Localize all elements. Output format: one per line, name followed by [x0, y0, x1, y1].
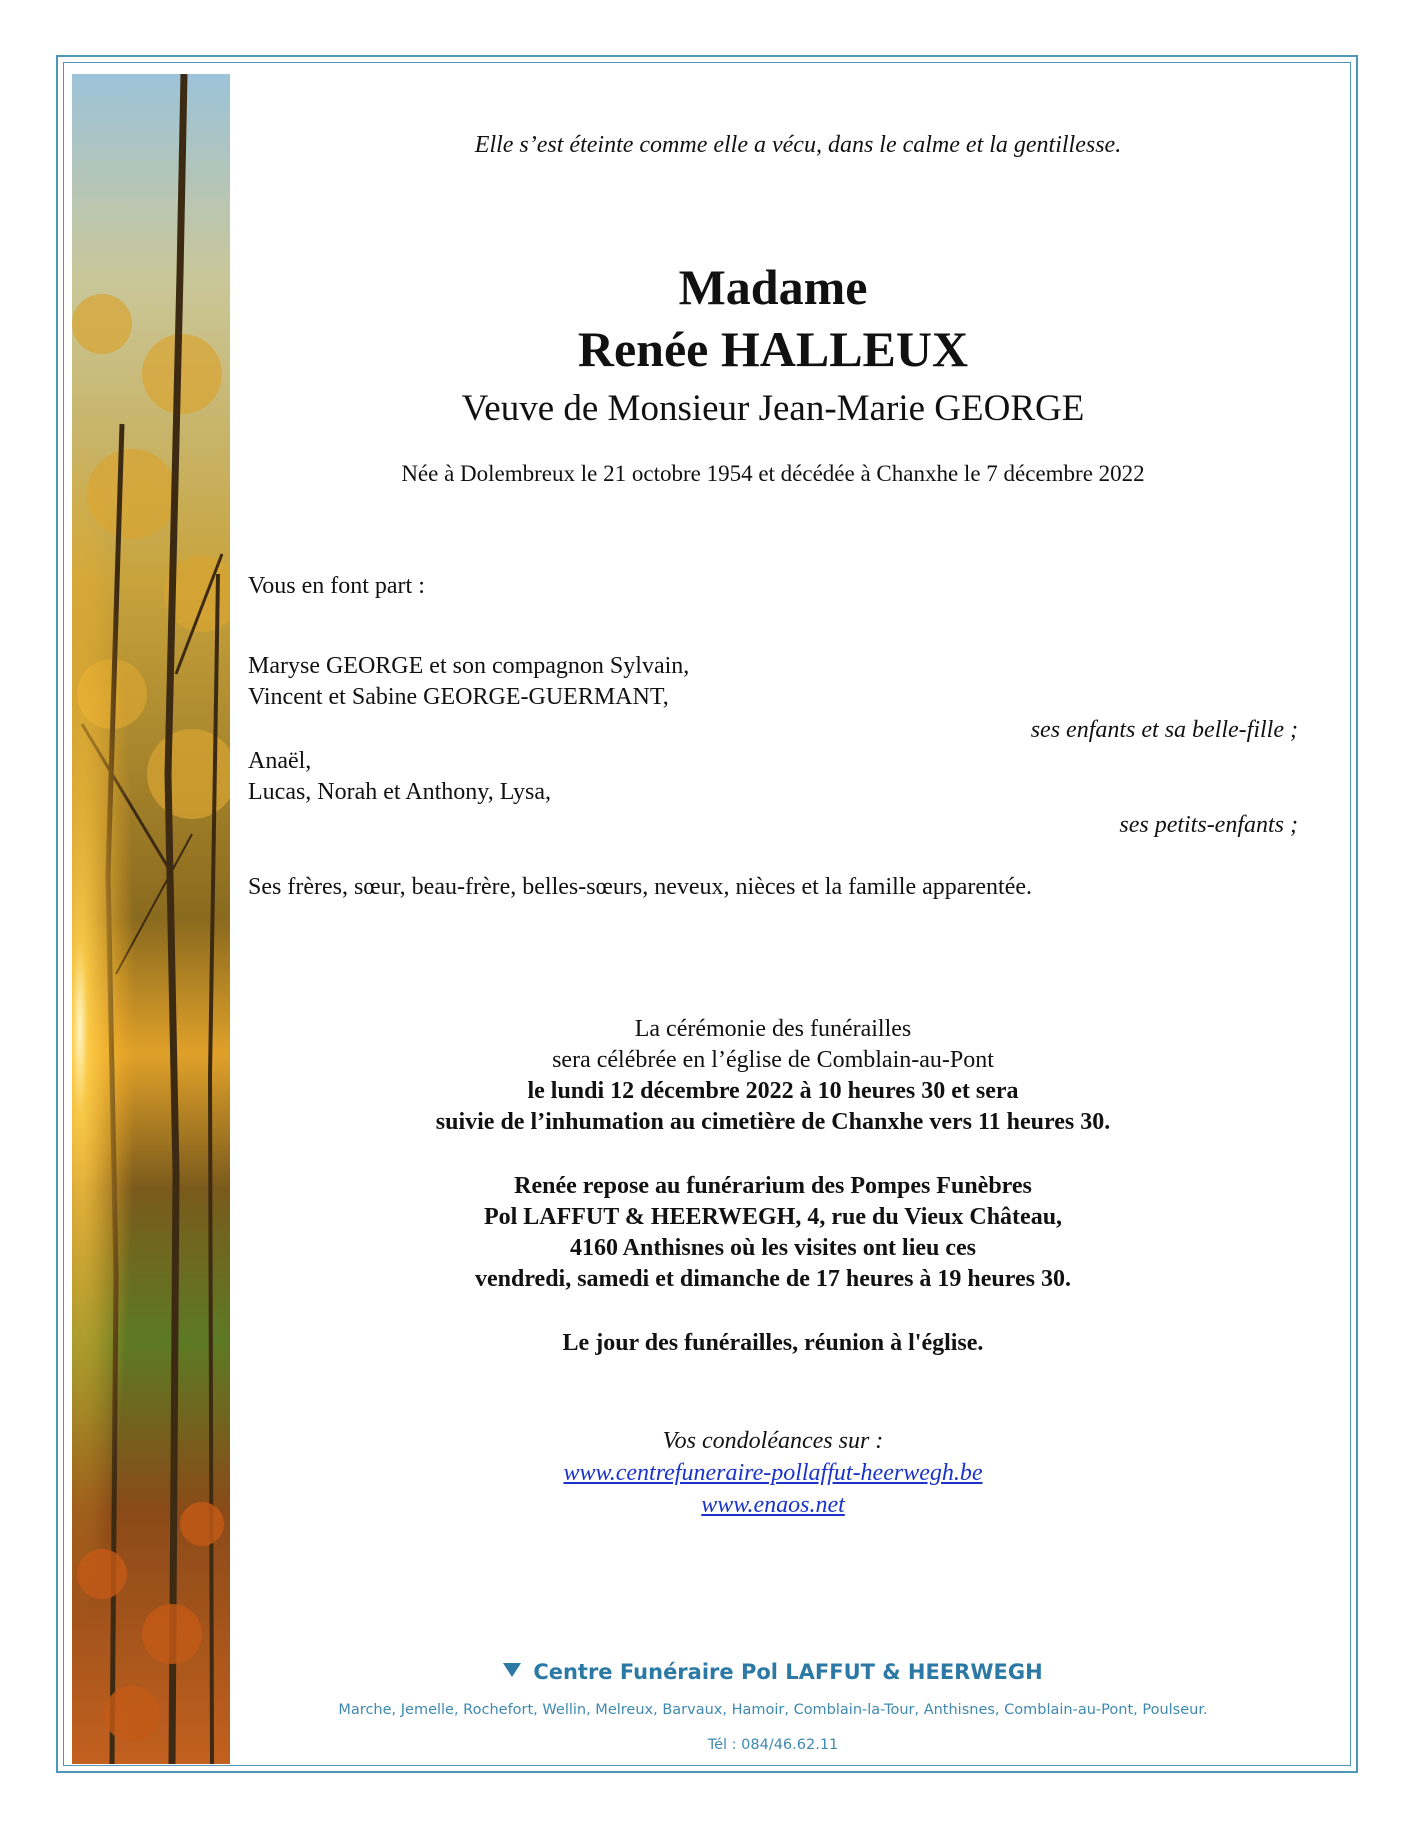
extended-family: Ses frères, sœur, beau-frère, belles-sœurs, neveux, nièces et la famille apparentée. — [248, 874, 1033, 900]
funeral-center-name — [248, 1660, 1298, 1684]
deceased-name: Renée HALLEUX — [577, 321, 969, 377]
ceremony-line-4: suivie de l’inhumation au cimetière de Chanxhe vers 11 heures 30. — [435, 1109, 1111, 1135]
triangle-down-icon — [503, 1663, 521, 1677]
announcement-intro: Vous en font part : — [248, 573, 425, 599]
children-label: ses enfants et sa belle-fille ; — [1030, 717, 1298, 743]
visit-line-2: Pol LAFFUT & HEERWEGH, 4, rue du Vieux Château, — [483, 1204, 1063, 1230]
condolences-label: Vos condoléances sur : — [662, 1428, 884, 1454]
grandchild-line-1: Anaël, — [248, 748, 312, 774]
child-line-1: Maryse GEORGE et son compagnon Sylvain, — [248, 653, 690, 679]
visit-line-3: 4160 Anthisnes où les visites ont lieu ces — [569, 1235, 977, 1261]
funeral-center-locations: Marche, Jemelle, Rochefort, Wellin, Melreux, Barvaux, Hamoir, Comblain-la-Tour, Anthisnes, Comblain-au-Pont, Poulseur. — [338, 1702, 1208, 1718]
widow-line: Veuve de Monsieur Jean-Marie GEORGE — [461, 388, 1085, 429]
ceremony-line-2: sera célébrée en l’église de Comblain-au-Pont — [552, 1047, 994, 1073]
ceremony-line-3: le lundi 12 décembre 2022 à 10 heures 30 et sera — [527, 1078, 1019, 1104]
autumn-forest-photo — [72, 74, 230, 1764]
meeting-note: Le jour des funérailles, réunion à l'église. — [562, 1330, 984, 1356]
condolences-link-funeral-center[interactable]: www.centrefuneraire-pollaffut-heerwegh.be — [563, 1460, 983, 1486]
condolences-link-enaos[interactable]: www.enaos.net — [701, 1492, 845, 1518]
grandchild-line-2: Lucas, Norah et Anthony, Lysa, — [248, 779, 552, 805]
funeral-center-phone: Tél : 084/46.62.11 — [707, 1737, 839, 1753]
ceremony-line-1: La cérémonie des funérailles — [634, 1016, 912, 1042]
child-line-2: Vincent et Sabine GEORGE-GUERMANT, — [248, 684, 669, 710]
title-madame: Madame — [678, 259, 868, 315]
birth-death-dates: Née à Dolembreux le 21 octobre 1954 et décédée à Chanxhe le 7 décembre 2022 — [401, 461, 1145, 486]
funeral-center-label: Centre Funéraire Pol LAFFUT & HEERWEGH — [533, 1660, 1043, 1684]
visit-line-1: Renée repose au funérarium des Pompes Funèbres — [514, 1173, 1032, 1199]
visit-line-4: vendredi, samedi et dimanche de 17 heures à 19 heures 30. — [474, 1266, 1071, 1292]
epigraph: Elle s’est éteinte comme elle a vécu, dans le calme et la gentillesse. — [474, 132, 1122, 158]
grandchildren-label: ses petits-enfants ; — [1119, 812, 1298, 838]
